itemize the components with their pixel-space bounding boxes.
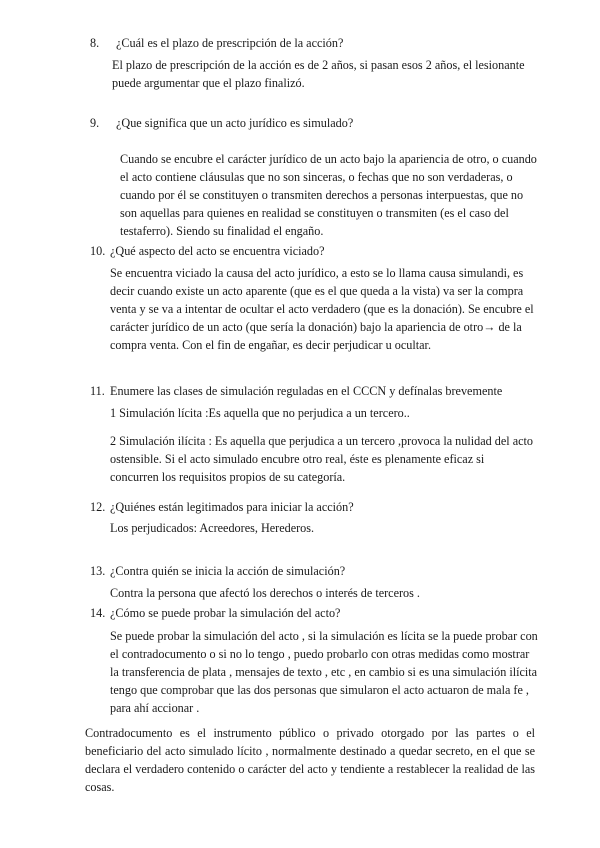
answer-10 xyxy=(110,264,535,354)
question-text: ¿Qué aspecto del acto se encuentra viciado? xyxy=(110,244,325,258)
answer-12 xyxy=(110,519,550,537)
answer-paragraph: Cuando se encubre el carácter jurídico de un acto bajo la apariencia de otro, o cuando el acto contiene cláusulas que no son sinceras, o fechas que no son verdaderas, o cuando por él se constituyen o transmiten derechos a personas interpuestas, que no son aquellas para quienes en realidad se constituyen o transmiten (es el caso del testaferro). Siendo su finalidad el engaño. xyxy=(120,152,537,238)
closing-text: Contradocumento es el instrumento público o privado otorgado por las partes o el beneficiario del acto simulado lícito , normalmente destinado a quedar secreto, en el que se declara el verdadero contenido o carácter del acto y tendiente a restablecer la realidad de las cosas. xyxy=(85,726,535,794)
question-13 xyxy=(90,562,550,580)
closing-paragraph xyxy=(85,724,535,796)
answer-paragraph: El plazo de prescripción de la acción es de 2 años, si pasan esos 2 años, el lesionante puede argumentar que el plazo finalizó. xyxy=(112,58,525,90)
question-number: 12. xyxy=(90,500,106,514)
answer-paragraph: Se puede probar la simulación del acto , si la simulación es lícita se la puede probar con el contradocumento o si no lo tengo , puedo probarlo con otras medidas como mostrar la transferencia de plata , mensajes de texto , etc , en cambio si es una simulación ilícita tengo que comprobar que las dos personas que simularon el acto actuaron de mala fe , para ahí accionar . xyxy=(110,629,538,715)
answer-paragraph: Los perjudicados: Acreedores, Herederos. xyxy=(110,521,315,535)
answer-paragraph: 2 Simulación ilícita : Es aquella que perjudica a un tercero ,provoca la nulidad del acto ostensible. Si el acto simulado encubre otro real, éste es plenamente eficaz si concurren los requisitos propios de su categoría. xyxy=(110,434,534,484)
answer-paragraph: Contra la persona que afectó los derechos o interés de terceros . xyxy=(110,586,420,600)
question-number: 9. xyxy=(90,116,100,130)
question-text: ¿Contra quién se inicia la acción de simulación? xyxy=(110,564,346,578)
question-12 xyxy=(90,498,550,516)
answer-paragraph: 1 Simulación lícita :Es aquella que no perjudica a un tercero.. xyxy=(110,406,410,420)
question-9 xyxy=(90,114,550,132)
answer-11-item-2 xyxy=(110,432,535,486)
answer-14 xyxy=(110,627,538,717)
answer-11-item-1 xyxy=(110,404,535,422)
question-11 xyxy=(90,382,560,400)
question-text: ¿Cómo se puede probar la simulación del acto? xyxy=(110,606,341,620)
question-text: Enumere las clases de simulación reguladas en el CCCN y defínalas brevemente xyxy=(110,384,503,398)
question-number: 13. xyxy=(90,564,106,578)
question-number: 11. xyxy=(90,384,105,398)
question-number: 10. xyxy=(90,244,106,258)
answer-8 xyxy=(112,56,532,92)
question-14 xyxy=(90,604,550,622)
question-number: 8. xyxy=(90,36,100,50)
question-number: 14. xyxy=(90,606,106,620)
question-text: ¿Cuál es el plazo de prescripción de la acción? xyxy=(116,36,344,50)
question-text: ¿Quiénes están legitimados para iniciar la acción? xyxy=(110,500,354,514)
question-text: ¿Que significa que un acto jurídico es simulado? xyxy=(116,116,354,130)
answer-13 xyxy=(110,584,550,602)
answer-9 xyxy=(120,150,540,240)
question-8 xyxy=(90,34,550,52)
answer-paragraph: Se encuentra viciado la causa del acto jurídico, a esto se lo llama causa simulandi, es decir cuando existe un acto aparente (que es el que queda a la vista) va ser la compra venta y se va a intentar de ocultar el acto verdadero (que es la donación). Se encubre el carácter jurídico de un acto (que sería la donación) bajo la apariencia de otro→ de la compra venta. Con el fin de engañar, es decir perjudicar u ocultar. xyxy=(110,266,534,352)
question-10 xyxy=(90,242,550,260)
